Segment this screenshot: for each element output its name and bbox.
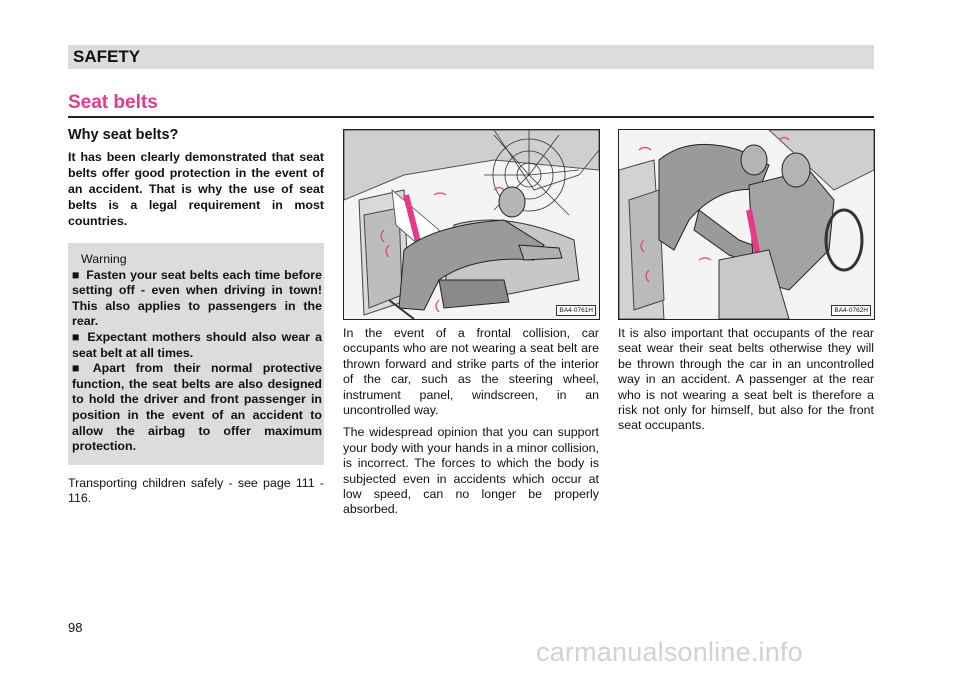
body-paragraph: In the event of a frontal collision, car occupants who are not wearing a seat belt are thrown forward and strike parts of the interior of the car, such as the steering wheel, instrument panel, windscreen, in an uncontrolled way. — [343, 326, 599, 418]
section-header-bar — [68, 45, 874, 69]
section-title: SAFETY — [73, 47, 141, 66]
title-divider — [68, 116, 874, 118]
rear-passenger-drawing — [619, 130, 874, 319]
page-title: Seat belts — [68, 92, 158, 113]
rear-passenger-illustration — [618, 129, 875, 320]
body-paragraph: The widespread opinion that you can support your body with your hands in a minor collision, is incorrect. The forces to which the body is subjected even in accidents which occur at low speed, can no longer be properly absorbed. — [343, 425, 599, 517]
warning-title: Warning — [81, 252, 127, 266]
figure-reference: BA4-0762H — [831, 305, 871, 316]
page-number: 98 — [68, 620, 83, 635]
intro-paragraph: It has been clearly demonstrated that seat belts offer good protection in the event of an accident. That is why the use of seat belts is a legal requirement in most countries. — [68, 150, 324, 228]
watermark-text: carmanualsonline.info — [536, 637, 803, 667]
frontal-collision-drawing — [344, 130, 599, 319]
warning-box — [68, 243, 324, 465]
body-paragraph: It is also important that occupants of the rear seat wear their seat belts otherwise they will be thrown through the car in an uncontrolled way in an accident. A passenger at the rear who is not wearing a seat belt is therefore a risk not only for himself, but also for the front seat occupants. — [618, 326, 874, 433]
warning-item: ■ Apart from their normal protective function, the seat belts are also designed to hold the driver and front passenger in position in the event of an accident to allow the airbag to offer maximum protection. — [72, 361, 322, 454]
figure-reference: BA4-0761H — [556, 305, 596, 316]
warning-item: ■ Expectant mothers should also wear a seat belt at all times. — [72, 329, 322, 360]
left-column — [68, 124, 324, 507]
subheading: Why seat belts? — [68, 127, 179, 143]
frontal-collision-illustration — [343, 129, 600, 320]
middle-column — [343, 326, 599, 518]
right-column — [618, 326, 874, 434]
cross-reference-text: Transporting children safely - see page 111 - 116. — [68, 475, 324, 506]
warning-item: ■ Fasten your seat belts each time before setting off - even when driving in town! This also applies to passengers in the rear. — [72, 267, 322, 329]
